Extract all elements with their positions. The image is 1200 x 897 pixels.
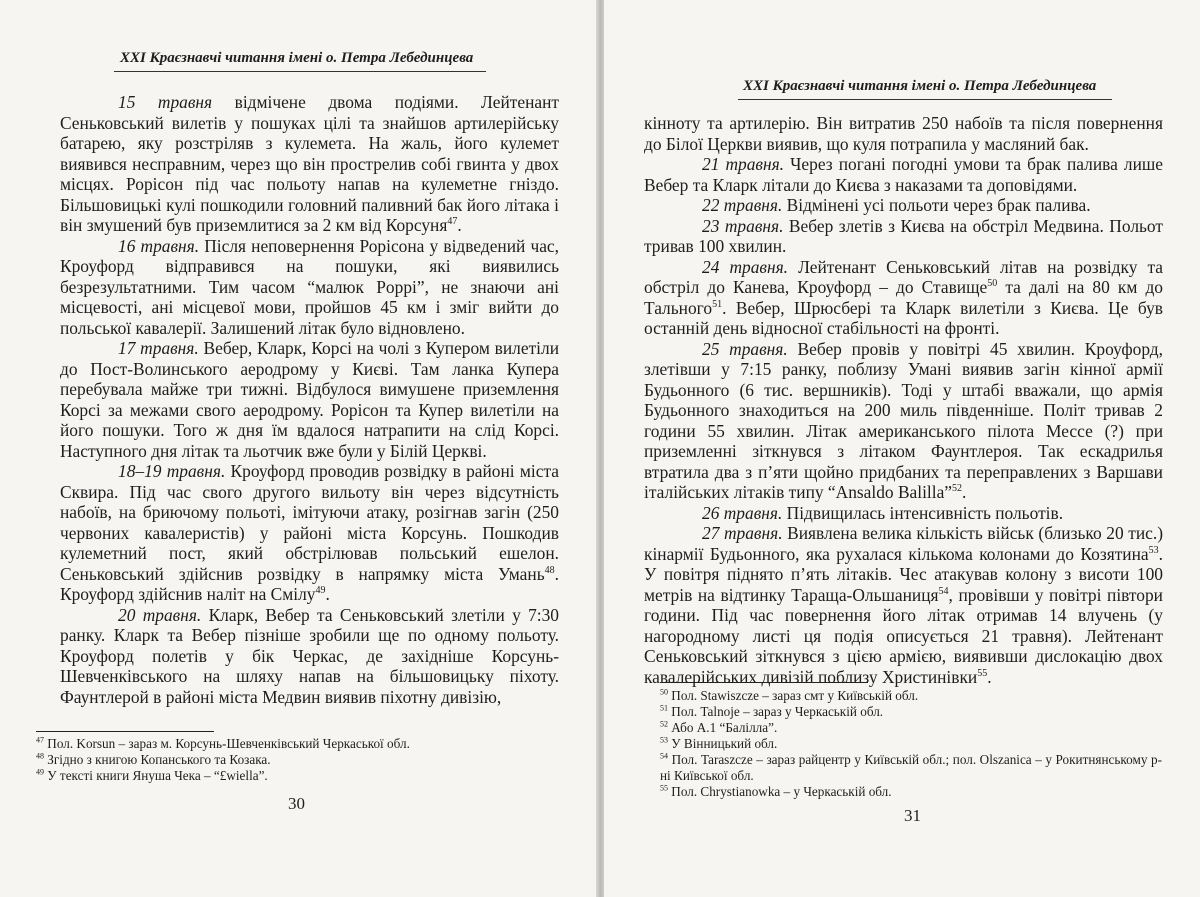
running-header: ХХІ Краєзнавчі читання імені о. Петра Лебединцева [743,78,1097,94]
footnote-ref[interactable]: 51 [712,298,723,310]
paragraph-text: Лейтенант Сеньковський літав на розвідку та обстріл до Канева, Кроуфорд – до Ставище [644,256,1164,297]
date-label: 26 травня. [702,502,783,523]
paragraph [644,339,1163,503]
footnote [36,768,556,784]
footnote-ref[interactable]: 55 [977,667,988,679]
footnote [36,736,556,752]
paragraph-text: Кроуфорд проводив розвідку в районі міста Сквира. Під час свого другого вильоту він через відсутність набоїв, на бриючому польоті, імітуючи атаку, розігнав загін (250 червоних кавалеристів) у районі міста Корсунь. Пошкодив кулеметний пост, який обстрілював польський ешелон. Сеньковський здійснив розвідку в напрямку міста Умань [60,461,559,584]
footnote-number: 55 [660,783,668,793]
running-header: ХХІ Краєзнавчі читання імені о. Петра Лебединцева [120,50,474,66]
paragraph-text: . Кроуфорд здійснив наліт на Смілу [60,563,559,604]
footnote-text: У тексті книги Януша Чека – “£wiella”. [44,768,268,783]
footnotes [660,688,1162,800]
footnote [36,752,556,768]
paragraph [644,257,1163,339]
paragraph [644,523,1163,687]
footnote [660,784,1162,800]
paragraph [644,154,1163,195]
paragraph [644,195,1163,216]
paragraph-text: Підвищилась інтенсивність польотів. [782,502,1064,523]
footnote-text: Або А.1 “Балілла”. [668,720,778,735]
paragraph-text: . У повітря піднято п’ять літаків. Чес атакував колону з висоти 100 метрів на відтинку Тараща-Ольшаниця [644,543,1163,605]
footnote [660,688,1162,704]
footnote-number: 49 [36,767,44,777]
page-number: 30 [288,794,305,813]
footnote-text: У Вінницький обл. [668,736,778,751]
footnote-number: 52 [660,719,668,729]
header-rule [114,71,486,72]
paragraph-text: відмічене двома подіями. Лейтенант Сеньковський вилетів у пошуках цілі та знайшов артилерійську батарею, яку розстріляв з кулемета. На жаль, його кулемет виявився несправним, через що він прострелив собі гвинта у двох місцях. Рорісон під час польоту напав на кулеметне гніздо. Більшовицькі кулі пошкодили головний паливний бак його літака і він змушений був приземлитися за 2 км від Корсуня [60,92,560,235]
paragraph [60,236,559,339]
date-label: 16 травня. [118,235,200,256]
footnotes [36,736,556,784]
footnote [660,752,1162,784]
footnote-ref[interactable]: 54 [938,585,949,597]
date-label: 21 травня. [702,154,785,174]
paragraph-text: Відмінені усі польоти через брак палива. [782,195,1091,215]
body-text [644,113,1163,687]
footnote-ref[interactable]: 49 [315,585,326,597]
paragraph-text: . [325,584,330,604]
footnote-text: Пол. Stawiszcze – зараз смт у Київській обл. [668,688,919,703]
paragraph-text: Виявлена велика кількість військ (близько 20 тис.) кінармії Будьонного, яка рухалася кількома колонами до Козятина [644,523,1163,564]
right-page [604,0,1200,897]
footnote [660,720,1162,736]
date-label: 27 травня. [702,523,783,543]
footnote-number: 47 [36,735,44,745]
paragraph [60,605,559,708]
paragraph-text: , провівши у повітрі півтори години. Під час повернення його літак отримав 14 влучень (у нагородному листі ця подія описується 21 травня). Лейтенант Сеньковський зіткнувся з цією армією, виявивши дислокацію двох кавалерійських дивізій поблизу Христинівки [644,584,1163,687]
paragraph-text: . [987,666,992,687]
footnote-number: 54 [660,751,668,761]
footnote-number: 50 [660,687,668,697]
paragraph-text: . [962,482,967,502]
paragraph [644,503,1163,524]
footnote-text: Пол. Talnoje – зараз у Черкаській обл. [668,704,884,719]
footnote-number: 53 [660,735,668,745]
footnote-text: Пол. Chrystianowka – у Черкаській обл. [668,784,892,799]
footnote-ref[interactable]: 50 [987,278,998,290]
paragraph [60,338,559,461]
paragraph-text: Через погані погодні умови та брак палива лише Вебер та Кларк літали до Києва з наказами та доповідями. [644,154,1164,195]
paragraph-text: . [457,215,462,235]
date-label: 17 травня. [118,338,199,358]
header-rule [738,99,1112,100]
date-label: 25 травня. [702,338,788,359]
paragraph-text: . Вебер, Шрюсбері та Кларк вилетіли з Києва. Це був останній день відносної стабільності на фронті. [644,297,1163,338]
footnote-ref[interactable]: 52 [952,483,963,495]
footnote-number: 48 [36,751,44,761]
footnote-ref[interactable]: 48 [544,564,555,576]
left-page [0,0,598,897]
paragraph: кінноту та артилерію. Він витратив 250 набоїв та після повернення до Білої Церкви виявив, що куля потрапила у масляний бак. [644,113,1163,154]
paragraph-text: Вебер провів у повітрі 45 хвилин. Кроуфорд, злетівши у 7:15 ранку, поблизу Умані виявив загін кінної армії Будьонного (6 тис. вершників). Тоді у штабі вважали, що армія Будьонного знаходиться на 200 миль південніше. Політ тривав 2 години 55 хвилин. Літак американського пілота Мессе (?) при приземленні зіткнувся з літаком Фаунтлероя. Так ескадрилья втратила два з п’яти щойно придбаних та переправлених з Варшави італійських літаків типу “Ansaldo Balilla” [644,338,1164,502]
date-label: 20 травня. [118,604,202,625]
page-number: 31 [904,806,921,825]
footnote-ref[interactable]: 53 [1148,544,1159,556]
date-label: 15 травня [118,92,213,112]
footnote-rule [36,731,214,732]
date-label: 23 травня. [702,215,784,236]
body-text [60,92,559,707]
date-label: 18–19 травня. [118,461,226,481]
paragraph-text: Вебер злетів з Києва на обстріл Медвина. Польот тривав 100 хвилин. [644,215,1163,256]
footnote-text: Згідно з книгою Копанського та Козака. [44,752,271,767]
paragraph [60,461,559,605]
paragraph-text: Кларк, Вебер та Сеньковський злетіли у 7:30 ранку. Кларк та Вебер пізніше зробили ще по одному польоту. Кроуфорд полетів у бік Черкас, де західніше Корсунь-Шевченківського на шляху напав на більшовицьку піхоту. Фаунтлерой в районі міста Медвин виявив піхотну дивізію, [60,604,559,707]
paragraph-text: Після неповернення Рорісона у відведений час, Кроуфорд відправився на пошуки, які виявились безрезультатними. Тим часом “малюк Poppi”, не знаючи ані місцевості, ані місцевої мови, пройшов 45 км і зміг вийти до польської кавалерії. Залишений літак було відновлено. [60,235,560,338]
footnote-ref[interactable]: 47 [447,216,458,228]
footnote-rule [660,682,868,683]
footnote [660,704,1162,720]
paragraph [644,216,1163,257]
paragraph-text: та далі на 80 км до Тального [644,277,1163,318]
date-label: 22 травня. [702,195,783,215]
paragraph-text: Вебер, Кларк, Корсі на чолі з Купером вилетіли до Пост-Волинського аеродрому у Києві. Там ланка Купера перебувала майже три тижні. Відбулося вимушене приземлення Корсі за межами свого аеродрому. Рорісон та Купер вилетіли на його пошуки. Того ж дня їм вдалося натрапити на слід Корсі. Наступного дня літак та льотчик вже були у Білій Церкві. [60,338,560,461]
footnote [660,736,1162,752]
paragraph [60,92,559,236]
date-label: 24 травня. [702,256,789,277]
footnote-text: Пол. Korsun – зараз м. Корсунь-Шевченківський Черкаської обл. [44,736,410,751]
footnote-text: Пол. Taraszcze – зараз райцентр у Київській обл.; пол. Olszanica – у Рокитнянському р-ні Київської обл. [660,752,1162,783]
footnote-number: 51 [660,703,668,713]
